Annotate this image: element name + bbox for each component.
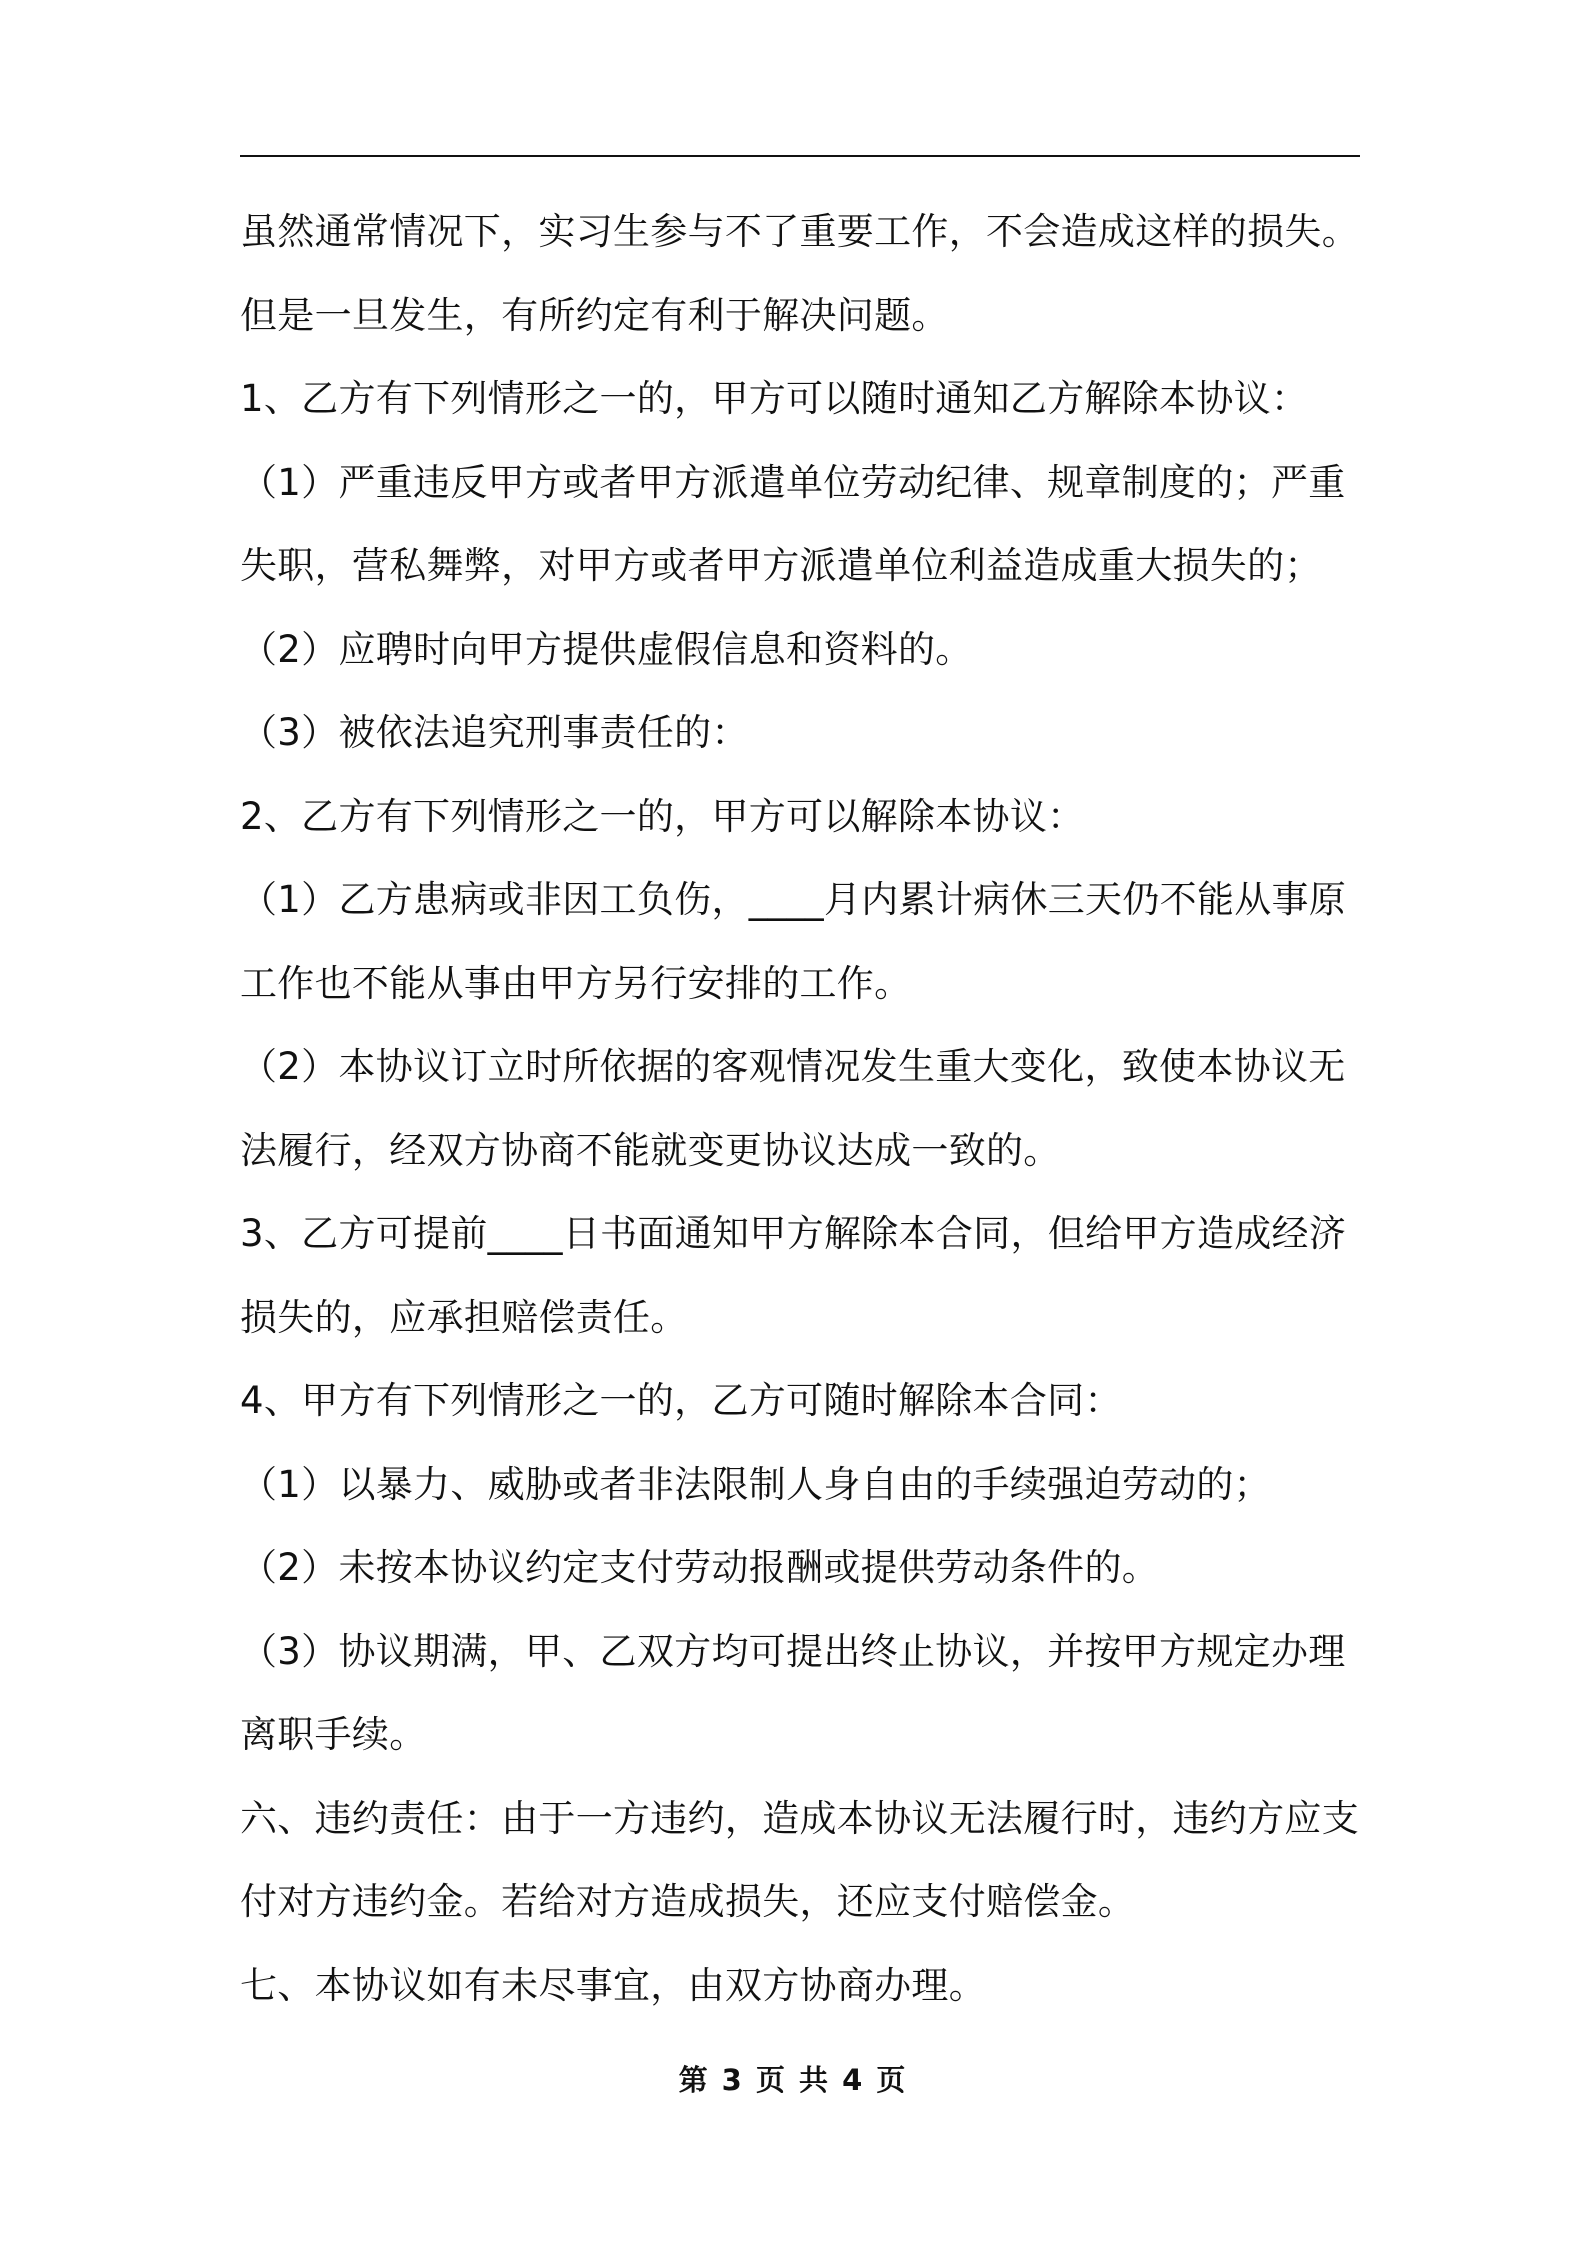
text-line: 4、甲方有下列情形之一的，乙方可随时解除本合同： [240, 1379, 1122, 1422]
text-line: 损失的，应承担赔偿责任。 [240, 1295, 688, 1339]
page-number-footer: 第 3 页 共 4 页 [678, 2063, 908, 2097]
text-line: （1）以暴力、威胁或者非法限制人身自由的手续强迫劳动的； [240, 1462, 1271, 1506]
document-body [240, 190, 1365, 2027]
text-line: （2）未按本协议约定支付劳动报酬或提供劳动条件的。 [240, 1546, 1160, 1589]
text-line: 虽然通常情况下，实习生参与不了重要工作，不会造成这样的损失。 [240, 210, 1359, 253]
text-line: 工作也不能从事由甲方另行安排的工作。 [240, 961, 912, 1005]
text-line: （2）本协议订立时所依据的客观情况发生重大变化，致使本协议无 [240, 1045, 1346, 1088]
text-line: （3）协议期满，甲、乙双方均可提出终止协议，并按甲方规定办理 [240, 1629, 1346, 1673]
text-line: 付对方违约金。若给对方造成损失，还应支付赔偿金。 [240, 1880, 1136, 1923]
text-line: 失职，营私舞弊，对甲方或者甲方派遣单位利益造成重大损失的； [240, 544, 1322, 587]
text-line: 法履行，经双方协商不能就变更协议达成一致的。 [240, 1128, 1061, 1172]
text-line: （3）被依法追究刑事责任的： [240, 711, 749, 754]
text-line: （2）应聘时向甲方提供虚假信息和资料的。 [240, 627, 973, 671]
text-line: （1）乙方患病或非因工负伤，____月内累计病休三天仍不能从事原 [240, 878, 1347, 921]
text-line: （1）严重违反甲方或者甲方派遣单位劳动纪律、规章制度的；严重 [240, 460, 1346, 504]
text-line: 六、违约责任：由于一方违约，造成本协议无法履行时，违约方应支 [240, 1796, 1359, 1840]
text-line: 1、乙方有下列情形之一的，甲方可以随时通知乙方解除本协议： [240, 377, 1309, 420]
text-line: 但是一旦发生，有所约定有利于解决问题。 [240, 293, 949, 337]
text-line: 2、乙方有下列情形之一的，甲方可以解除本协议： [240, 794, 1085, 838]
text-line: 离职手续。 [240, 1713, 427, 1756]
header-rule [240, 155, 1360, 157]
text-line: 3、乙方可提前____日书面通知甲方解除本合同，但给甲方造成经济 [240, 1212, 1347, 1255]
text-line: 七、本协议如有未尽事宜，由双方协商办理。 [240, 1963, 986, 2007]
